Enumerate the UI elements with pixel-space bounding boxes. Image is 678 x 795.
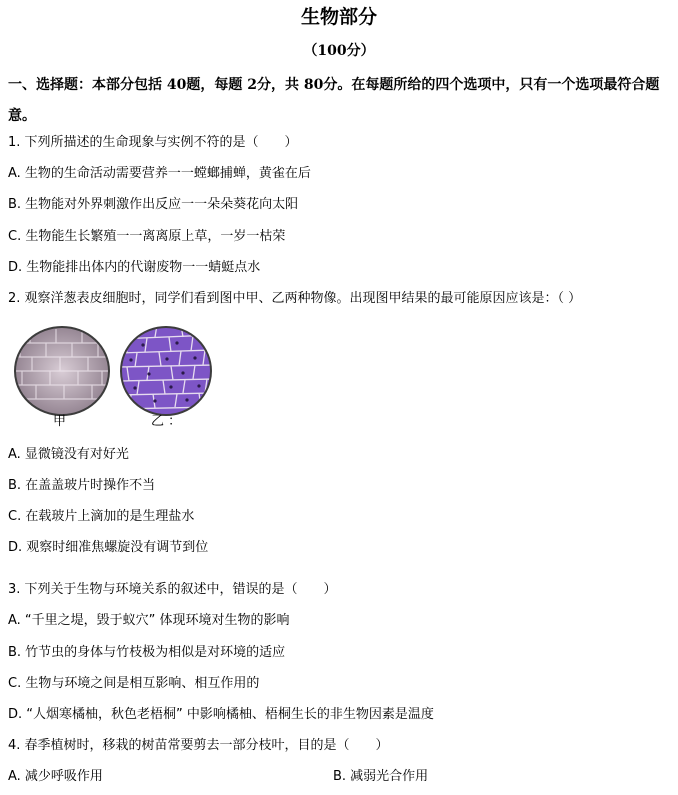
- question-3-option-b: B. 竹节虫的身体与竹枝极为相似是对环境的适应: [8, 645, 286, 660]
- microscope-image-a: [12, 325, 112, 417]
- question-1-option-a: A. 生物的生命活动需要营养一一螳螂捕蝉，黄雀在后: [8, 166, 311, 181]
- microscope-image-b: [119, 325, 213, 417]
- question-1-option-c: C. 生物能生长繁殖一一离离原上草，一岁一枯荣: [8, 229, 286, 244]
- question-2-option-b: B. 在盖盖玻片时操作不当: [8, 478, 156, 493]
- question-1-option-b: B. 生物能对外界刺激作出反应一一朵朵葵花向太阳: [8, 197, 299, 212]
- question-4-option-a: A. 减少呼吸作用: [8, 769, 103, 784]
- section-heading: 一、选择题：本部分包括 40题，每题 2分，共 80分。在每题所给的四个选项中，只有一个选项最符合题意。: [8, 77, 660, 124]
- question-2-stem: 2. 观察洋葱表皮细胞时，同学们看到图中甲、乙两种物像。出现图甲结果的最可能原因应该是：（ ）: [8, 291, 582, 306]
- question-3-option-d: D. “人烟寒橘柚，秋色老梧桐” 中影响橘柚、梧桐生长的非生物因素是温度: [8, 707, 434, 722]
- question-1-option-d: D. 生物能排出体内的代谢废物一一蜻蜓点水: [8, 260, 261, 275]
- question-3-stem: 3. 下列关于生物与环境关系的叙述中，错误的是（ ）: [8, 582, 337, 597]
- question-4-stem: 4. 春季植树时，移栽的树苗常要剪去一部分枝叶，目的是（ ）: [8, 738, 389, 753]
- question-2-option-a: A. 显微镜没有对好光: [8, 447, 129, 462]
- question-1-stem: 1. 下列所描述的生命现象与实例不符的是（ ）: [8, 135, 298, 150]
- question-2-option-d: D. 观察时细准焦螺旋没有调节到位: [8, 540, 209, 555]
- question-3-option-c: C. 生物与环境之间是相互影响、相互作用的: [8, 676, 260, 691]
- page-title: 生物部分: [300, 6, 377, 28]
- score-label: （100分）: [303, 43, 375, 59]
- question-2-option-c: C. 在载玻片上滴加的是生理盐水: [8, 509, 195, 524]
- figure-label-b: 乙 ：: [151, 414, 182, 429]
- question-3-option-a: A. “千里之堤，毁于蚁穴” 体现环境对生物的影响: [8, 613, 290, 628]
- question-4-option-b: B. 减弱光合作用: [333, 769, 429, 784]
- figure-label-a: 甲: [53, 414, 67, 429]
